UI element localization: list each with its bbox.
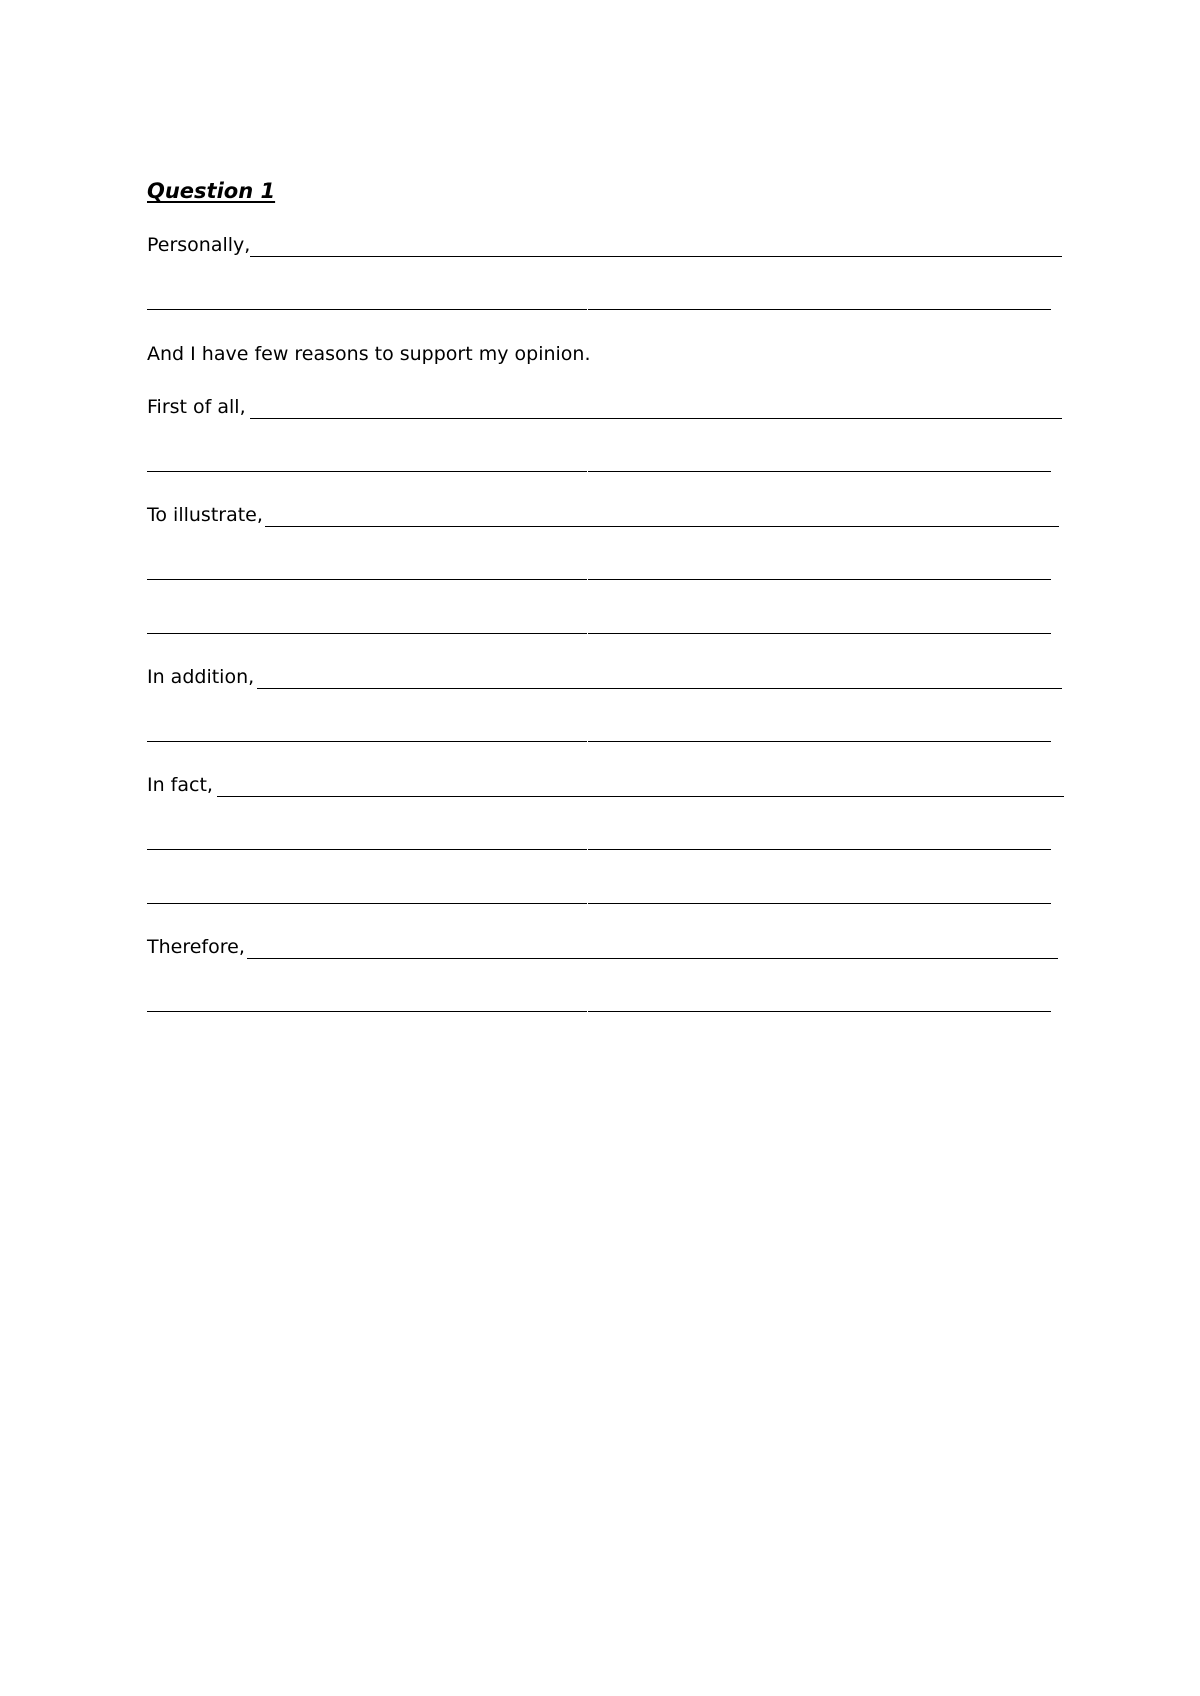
prompt-therefore-label: Therefore, xyxy=(147,936,245,958)
reasons-sentence: And I have few reasons to support my opinion. xyxy=(147,343,591,365)
prompt-personally-label: Personally, xyxy=(147,234,251,256)
prompt-in-fact-label: In fact, xyxy=(147,774,213,796)
answer-line[interactable] xyxy=(217,796,1064,797)
prompt-first-of-all xyxy=(147,393,1062,421)
prompt-to-illustrate-label: To illustrate, xyxy=(147,504,263,526)
prompt-personally xyxy=(147,231,1062,259)
prompt-in-addition xyxy=(147,663,1062,691)
answer-line[interactable] xyxy=(247,958,1058,959)
prompt-to-illustrate xyxy=(147,501,1059,529)
answer-line[interactable] xyxy=(257,688,1062,689)
prompt-first-of-all-label: First of all, xyxy=(147,396,246,418)
prompt-in-fact xyxy=(147,771,1064,799)
answer-line[interactable] xyxy=(265,526,1059,527)
answer-line[interactable] xyxy=(250,418,1062,419)
answer-line[interactable] xyxy=(250,256,1062,257)
prompt-therefore xyxy=(147,933,1058,961)
prompt-in-addition-label: In addition, xyxy=(147,666,255,688)
question-title: Question 1 xyxy=(147,179,276,203)
